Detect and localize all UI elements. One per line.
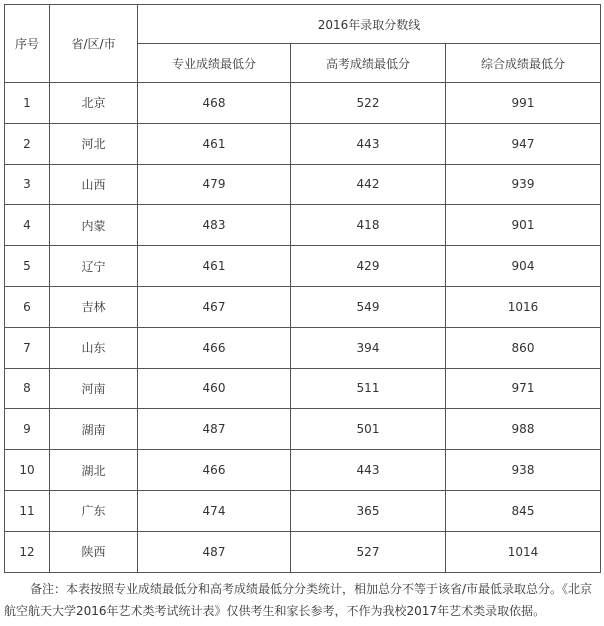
header-combined: 综合成绩最低分: [446, 44, 601, 83]
cell-index: 10: [5, 450, 50, 491]
cell-index: 8: [5, 368, 50, 409]
table-row: [5, 286, 601, 327]
cell-index: 2: [5, 123, 50, 164]
cell-index: 3: [5, 164, 50, 205]
cell-combined: 939: [446, 164, 601, 205]
table-row: [5, 450, 601, 491]
cell-gaokao: 527: [291, 531, 446, 572]
cell-gaokao: 443: [291, 123, 446, 164]
table-row: [5, 531, 601, 572]
table-row: [5, 327, 601, 368]
cell-index: 5: [5, 246, 50, 287]
cell-gaokao: 442: [291, 164, 446, 205]
header-region: 省/区/市: [50, 5, 138, 83]
cell-region: 湖南: [50, 409, 138, 450]
cell-specialty: 460: [138, 368, 291, 409]
cell-combined: 845: [446, 490, 601, 531]
table-row: [5, 490, 601, 531]
cell-specialty: 487: [138, 409, 291, 450]
cell-specialty: 467: [138, 286, 291, 327]
cell-combined: 938: [446, 450, 601, 491]
cell-combined: 860: [446, 327, 601, 368]
table-row: [5, 409, 601, 450]
cell-region: 内蒙: [50, 205, 138, 246]
cell-gaokao: 501: [291, 409, 446, 450]
cell-gaokao: 443: [291, 450, 446, 491]
cell-specialty: 468: [138, 83, 291, 124]
header-group: 2016年录取分数线: [138, 5, 601, 44]
cell-index: 12: [5, 531, 50, 572]
cell-specialty: 466: [138, 450, 291, 491]
table-row: [5, 368, 601, 409]
cell-specialty: 461: [138, 246, 291, 287]
cell-specialty: 466: [138, 327, 291, 368]
cell-specialty: 479: [138, 164, 291, 205]
cell-gaokao: 549: [291, 286, 446, 327]
cell-combined: 988: [446, 409, 601, 450]
cell-region: 河北: [50, 123, 138, 164]
cell-specialty: 474: [138, 490, 291, 531]
cell-index: 4: [5, 205, 50, 246]
cell-region: 山东: [50, 327, 138, 368]
table-row: [5, 164, 601, 205]
cell-combined: 904: [446, 246, 601, 287]
cell-gaokao: 429: [291, 246, 446, 287]
cell-specialty: 461: [138, 123, 291, 164]
admission-scores-table: [4, 4, 601, 573]
cell-index: 11: [5, 490, 50, 531]
cell-gaokao: 365: [291, 490, 446, 531]
footnote: 备注：本表按照专业成绩最低分和高考成绩最低分分类统计，相加总分不等于该省/市最低录取总分。《北京航空航天大学2016年艺术类考试统计表》仅供考生和家长参考，不作为我校2017年艺术类录取依据。: [4, 582, 593, 618]
cell-region: 山西: [50, 164, 138, 205]
cell-region: 湖北: [50, 450, 138, 491]
cell-gaokao: 394: [291, 327, 446, 368]
cell-index: 7: [5, 327, 50, 368]
header-row-top: [5, 5, 601, 44]
cell-combined: 947: [446, 123, 601, 164]
header-specialty: 专业成绩最低分: [138, 44, 291, 83]
cell-gaokao: 418: [291, 205, 446, 246]
cell-combined: 971: [446, 368, 601, 409]
table-row: [5, 246, 601, 287]
table-row: [5, 123, 601, 164]
cell-region: 辽宁: [50, 246, 138, 287]
header-gaokao: 高考成绩最低分: [291, 44, 446, 83]
cell-region: 河南: [50, 368, 138, 409]
cell-index: 9: [5, 409, 50, 450]
cell-combined: 1016: [446, 286, 601, 327]
cell-combined: 901: [446, 205, 601, 246]
cell-index: 6: [5, 286, 50, 327]
table-row: [5, 83, 601, 124]
cell-combined: 991: [446, 83, 601, 124]
cell-region: 北京: [50, 83, 138, 124]
cell-index: 1: [5, 83, 50, 124]
cell-gaokao: 511: [291, 368, 446, 409]
cell-specialty: 483: [138, 205, 291, 246]
cell-combined: 1014: [446, 531, 601, 572]
cell-region: 吉林: [50, 286, 138, 327]
cell-region: 陕西: [50, 531, 138, 572]
table-row: [5, 205, 601, 246]
header-index: 序号: [5, 5, 50, 83]
cell-specialty: 487: [138, 531, 291, 572]
cell-gaokao: 522: [291, 83, 446, 124]
cell-region: 广东: [50, 490, 138, 531]
